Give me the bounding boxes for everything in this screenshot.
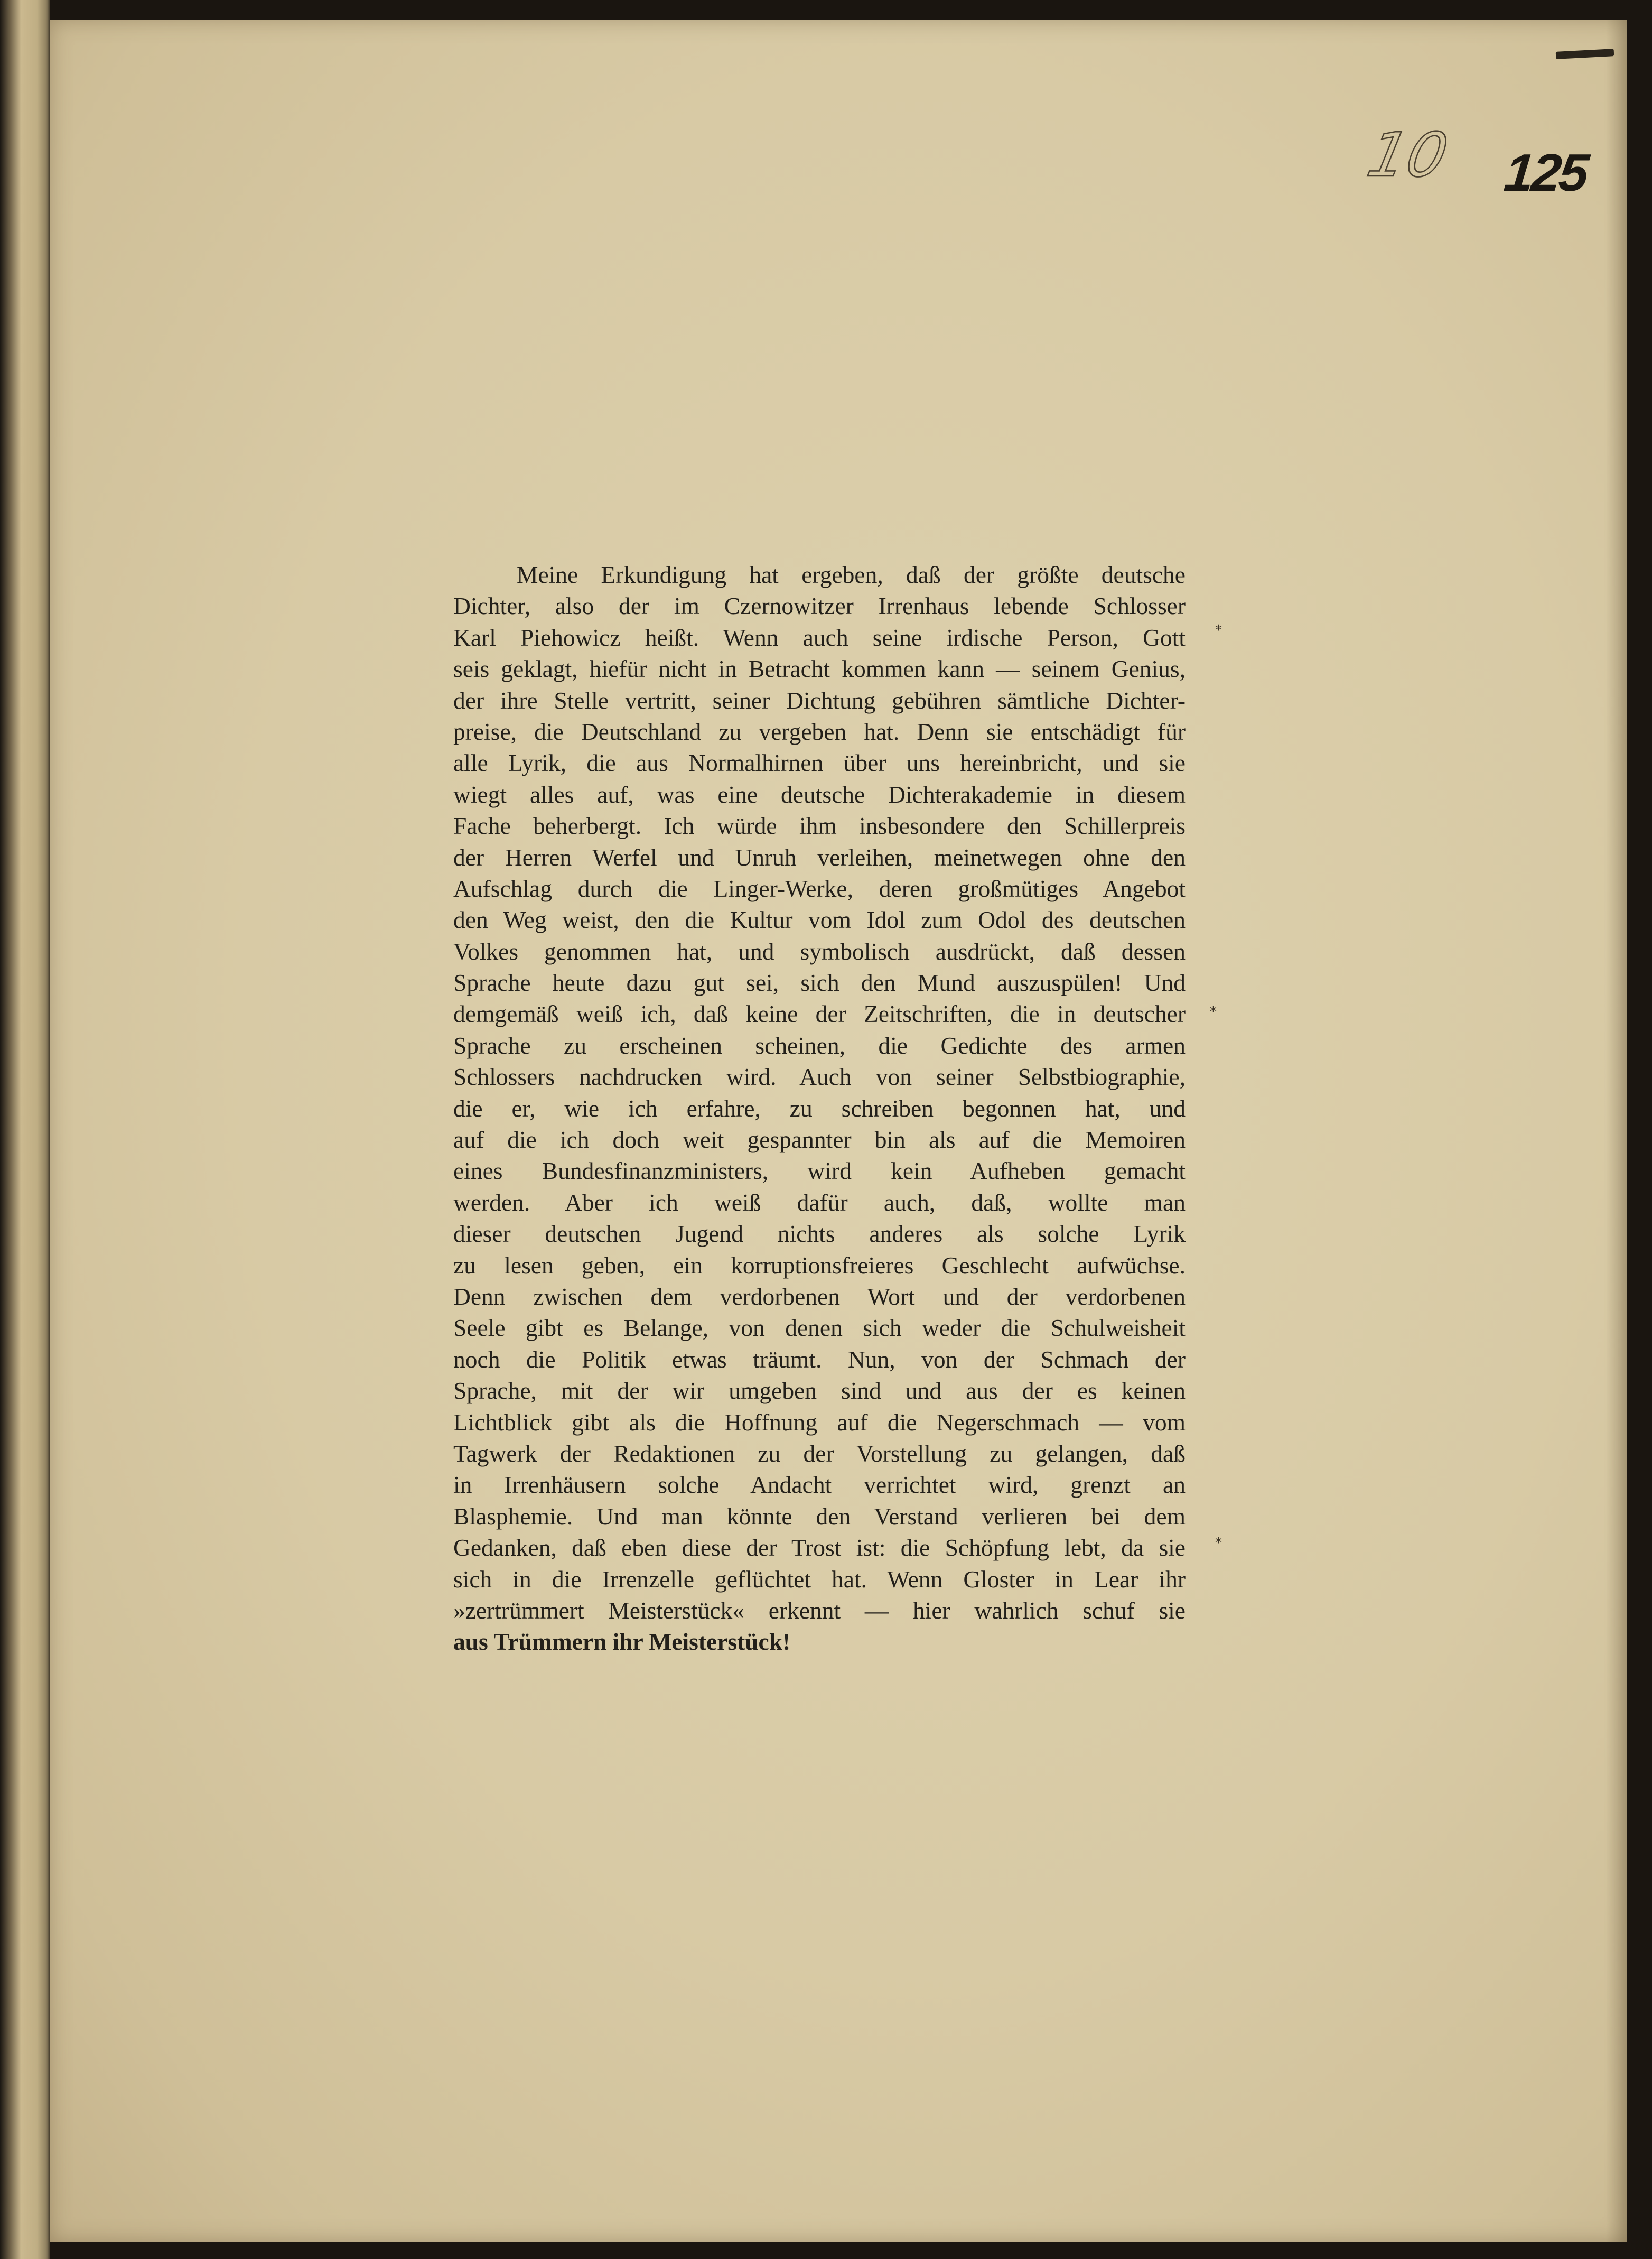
text-line: Lichtblick gibt als die Hoffnung auf die Negerschmach — vom xyxy=(453,1408,1186,1436)
text-line: Volkes genommen hat, und symbolisch ausdrückt, daß dessen xyxy=(453,937,1186,965)
text-line: Denn zwischen dem verdorbenen Wort und der verdorbenen xyxy=(453,1282,1186,1310)
margin-mark: * xyxy=(1210,1004,1217,1020)
text-line: Sprache, mit der wir umgeben sind und aus der es keinen xyxy=(453,1377,1186,1405)
text-line: Fache beherbergt. Ich würde ihm insbesondere den Schillerpreis xyxy=(453,812,1186,840)
text-line: seis geklagt, hiefür nicht in Betracht kommen kann — seinem Genius, xyxy=(453,655,1186,683)
text-line: Meine Erkundigung hat ergeben, daß der größte deutsche xyxy=(517,561,1186,588)
text-line: wiegt alles auf, was eine deutsche Dichterakademie in diesem xyxy=(453,780,1186,808)
text-line: sich in die Irrenzelle geflüchtet hat. Wenn Gloster in Lear ihr xyxy=(453,1565,1186,1593)
text-line: auf die ich doch weit gespannter bin als auf die Memoiren xyxy=(453,1126,1186,1154)
margin-mark: * xyxy=(1215,1535,1222,1551)
text-line: Sprache heute dazu gut sei, sich den Mund auszuspülen! Und xyxy=(453,969,1186,997)
text-line: preise, die Deutschland zu vergeben hat. Denn sie entschädigt für xyxy=(453,718,1186,745)
text-line: eines Bundesfinanzministers, wird kein Aufheben gemacht xyxy=(453,1157,1186,1185)
body-text-paragraph xyxy=(453,559,1186,1658)
text-line: dieser deutschen Jugend nichts anderes als solche Lyrik xyxy=(453,1220,1186,1248)
text-line: Dichter, also der im Czernowitzer Irrenhaus lebende Schlosser xyxy=(453,592,1186,620)
page-edge-shadow xyxy=(1606,20,1627,2242)
text-line: Gedanken, daß eben diese der Trost ist: die Schöpfung lebt, da sie xyxy=(453,1534,1186,1561)
book-binding-edge xyxy=(0,0,50,2259)
text-line: aus Trümmern ihr Meisterstück! xyxy=(453,1628,791,1656)
text-line: zu lesen geben, ein korruptionsfreieres Geschlecht aufwüchse. xyxy=(453,1251,1186,1279)
text-line: noch die Politik etwas träumt. Nun, von der Schmach der xyxy=(453,1345,1186,1373)
text-line: Karl Piehowicz heißt. Wenn auch seine irdische Person, Gott xyxy=(453,624,1186,651)
text-line: »zertrümmert Meisterstück« erkennt — hier wahrlich schuf sie xyxy=(453,1596,1186,1624)
text-line: Blasphemie. Und man könnte den Verstand verlieren bei dem xyxy=(453,1502,1186,1530)
text-line: Seele gibt es Belange, von denen sich weder die Schulweisheit xyxy=(453,1314,1186,1342)
handwritten-folio-number xyxy=(1361,114,1479,193)
text-line: alle Lyrik, die aus Normalhirnen über uns hereinbricht, und sie xyxy=(453,749,1186,777)
text-line: werden. Aber ich weiß dafür auch, daß, wollte man xyxy=(453,1188,1186,1216)
text-line: die er, wie ich erfahre, zu schreiben begonnen hat, und xyxy=(453,1094,1186,1122)
margin-mark: * xyxy=(1215,622,1222,638)
handwritten-folio-text: 10 xyxy=(1361,120,1454,191)
text-line: Aufschlag durch die Linger-Werke, deren großmütiges Angebot xyxy=(453,875,1186,902)
text-line: der Herren Werfel und Unruh verleihen, meinetwegen ohne den xyxy=(453,843,1186,871)
text-line: in Irrenhäusern solche Andacht verrichtet wird, grenzt an xyxy=(453,1471,1186,1499)
text-line: demgemäß weiß ich, daß keine der Zeitschriften, die in deutscher xyxy=(453,1000,1186,1028)
stamped-folio-number: 125 xyxy=(1501,143,1590,202)
text-line: Schlossers nachdrucken wird. Auch von seiner Selbstbiographie, xyxy=(453,1063,1186,1091)
text-line: Sprache zu erscheinen scheinen, die Gedichte des armen xyxy=(453,1031,1186,1059)
text-line: der ihre Stelle vertritt, seiner Dichtung gebühren sämtliche Dichter- xyxy=(453,686,1186,714)
text-line: den Weg weist, den die Kultur vom Idol zum Odol des deutschen xyxy=(453,906,1186,934)
text-line: Tagwerk der Redaktionen zu der Vorstellung zu gelangen, daß xyxy=(453,1439,1186,1467)
